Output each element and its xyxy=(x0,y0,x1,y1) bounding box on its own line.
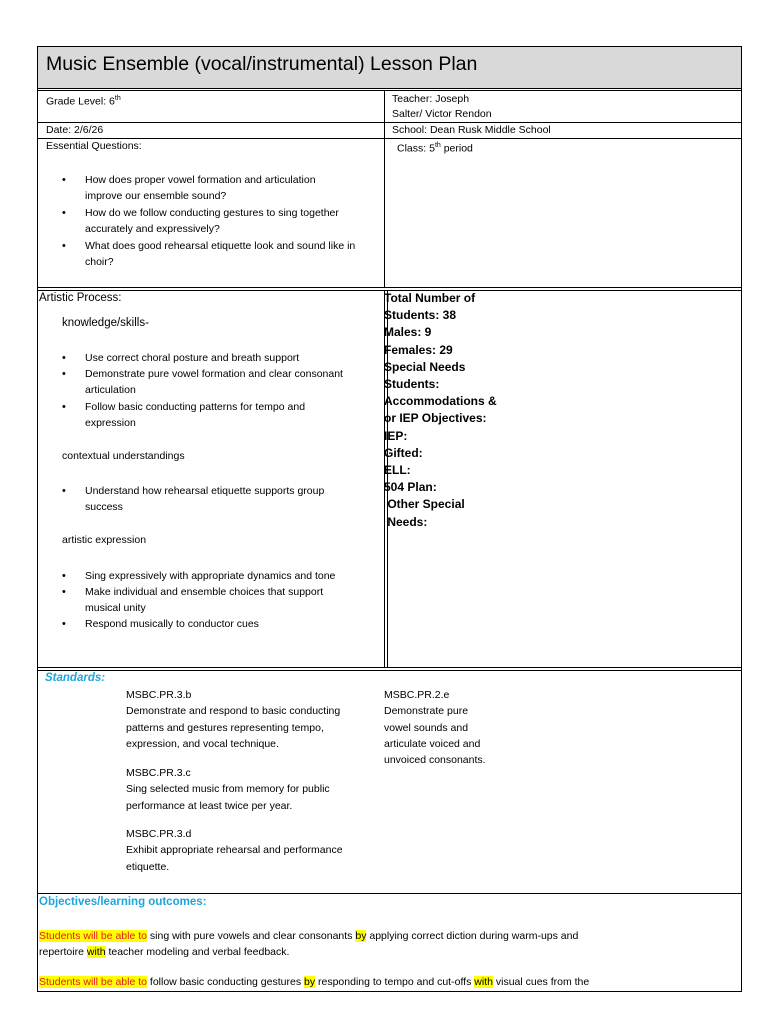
date: Date: 2/6/26 xyxy=(46,124,104,136)
expression-heading: artistic expression xyxy=(62,534,147,546)
students-info: Total Number of Students: 38 Males: 9 Females: 29 Special Needs Students: Accommodations & or IEP Objectives: IEP: Gifted: ELL: 504 Plan: Other Special Needs: xyxy=(384,291,497,529)
teacher-line-1: Teacher: Joseph xyxy=(392,93,470,105)
standards-label: Standards: xyxy=(45,672,106,684)
standard-block: MSBC.PR.2.e Demonstrate pure vowel sounds and articulate voiced and unvoiced consonants. xyxy=(384,689,486,767)
page-title: Music Ensemble (vocal/instrumental) Lesson Plan xyxy=(46,53,478,75)
standard-block: MSBC.PR.3.b Demonstrate and respond to basic conducting patterns and gestures representing tempo, expression, and vocal technique. xyxy=(126,689,341,750)
divider xyxy=(38,138,741,139)
divider xyxy=(38,670,741,671)
divider xyxy=(38,287,741,288)
knowledge-item: • Demonstrate pure vowel formation and clear consonant articulation xyxy=(85,366,343,399)
teacher-line-2: Salter/ Victor Rendon xyxy=(392,108,492,120)
divider xyxy=(38,122,741,123)
artistic-process-label: Artistic Process: xyxy=(39,292,122,304)
objective-2: Students will be able to follow basic conducting gestures by responding to tempo and cut-offs with visual cues from the xyxy=(39,976,590,988)
knowledge-skills-heading: knowledge/skills- xyxy=(62,317,149,329)
essential-questions-label: Essential Questions: xyxy=(46,140,142,152)
essential-question: • How do we follow conducting gestures to sing together accurately and expressively? xyxy=(85,205,339,238)
standard-block: MSBC.PR.3.c Sing selected music from memory for public performance at least twice per year. xyxy=(126,767,330,812)
class-period: Class: 5th period xyxy=(397,142,473,155)
lesson-plan-page xyxy=(37,46,742,992)
grade-level: Grade Level: 6th xyxy=(46,95,121,108)
expression-item: • Sing expressively with appropriate dynamics and tone xyxy=(85,568,335,584)
essential-question: • What does good rehearsal etiquette look and sound like in choir? xyxy=(85,238,355,271)
title-bar xyxy=(38,47,741,89)
essential-question: • How does proper vowel formation and articulation improve our ensemble sound? xyxy=(85,172,316,205)
knowledge-item: • Use correct choral posture and breath support xyxy=(85,350,299,366)
objectives-label: Objectives/learning outcomes: xyxy=(39,896,207,908)
knowledge-item: • Follow basic conducting patterns for tempo and expression xyxy=(85,399,305,432)
school: School: Dean Rusk Middle School xyxy=(392,124,551,136)
expression-item: • Respond musically to conductor cues xyxy=(85,616,259,632)
divider xyxy=(38,667,741,668)
column-divider xyxy=(384,90,385,287)
contextual-item: • Understand how rehearsal etiquette supports group success xyxy=(85,483,324,516)
standard-block: MSBC.PR.3.d Exhibit appropriate rehearsal and performance etiquette. xyxy=(126,828,343,873)
expression-item: • Make individual and ensemble choices that support musical unity xyxy=(85,584,323,617)
divider xyxy=(38,90,741,91)
objective-1: Students will be able to sing with pure vowels and clear consonants by applying correct diction during warm-ups and repertoire with teacher modeling and verbal feedback. xyxy=(39,930,579,959)
contextual-heading: contextual understandings xyxy=(62,450,185,462)
